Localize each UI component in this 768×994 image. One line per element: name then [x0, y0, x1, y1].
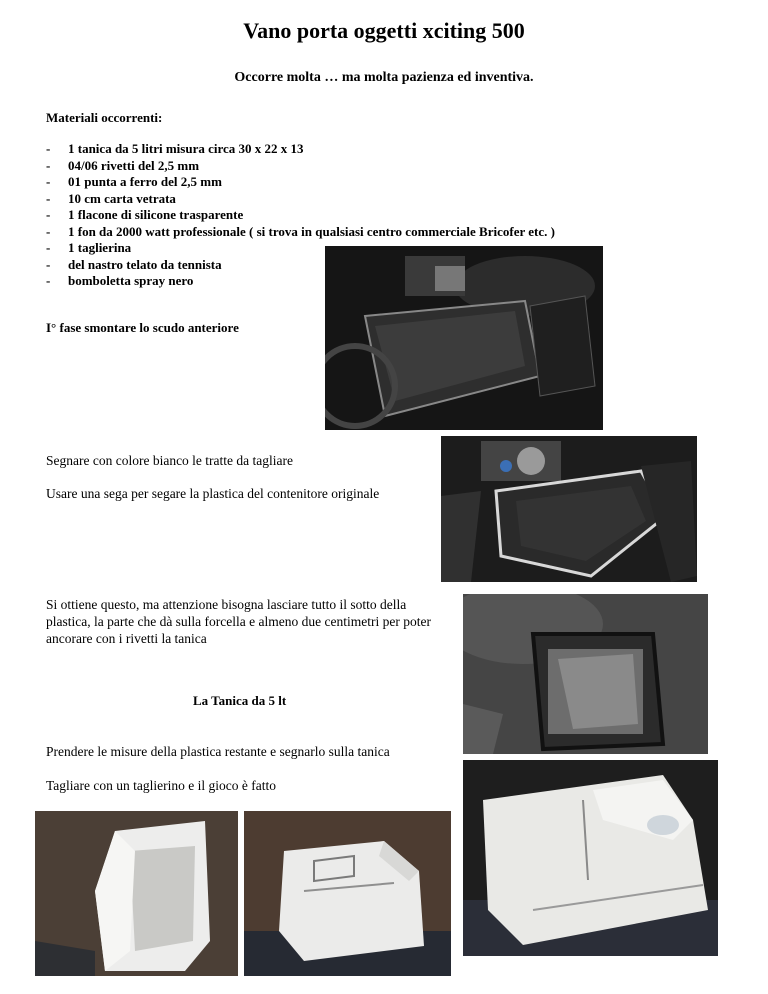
list-item: - del nastro telato da tennista	[46, 257, 555, 274]
page-subtitle: Occorre molta … ma molta pazienza ed inventiva.	[234, 70, 534, 85]
list-item: - 1 flacone di silicone trasparente	[46, 207, 555, 224]
phase-one-heading: I° fase smontare lo scudo anteriore	[46, 320, 239, 335]
list-item: - 10 cm carta vetrata	[46, 191, 555, 208]
photo-cut-marks	[441, 436, 697, 582]
list-item: - 01 punta a ferro del 2,5 mm	[46, 174, 555, 191]
photo-tank-side	[463, 760, 718, 956]
list-item: - bomboletta spray nero	[46, 273, 555, 290]
tank-heading: La Tanica da 5 lt	[193, 693, 287, 708]
materials-heading: Materiali occorrenti:	[46, 110, 163, 125]
list-item: - 1 fon da 2000 watt professionale ( si trova in qualsiasi centro commerciale Bricofer etc. )	[46, 224, 555, 241]
photo-shield-removed	[325, 246, 603, 430]
step-result-text: Si ottiene questo, ma attenzione bisogna lasciare tutto il sotto della plastica, la parte che dà sulla forcella e almeno due centimetri per poter ancorare con i rivetti la tanica	[46, 597, 431, 646]
step-measure-text: Prendere le misure della plastica restante e segnarlo sulla tanica	[46, 744, 390, 759]
list-item: - 1 taglierina	[46, 240, 555, 257]
step-saw-text: Usare una sega per segare la plastica del contenitore originale	[46, 486, 380, 501]
page-title: Vano porta oggetti xciting 500	[243, 18, 525, 43]
step-cut-text: Tagliare con un taglierino e il gioco è fatto	[46, 778, 276, 793]
photo-tank-marked	[244, 811, 451, 976]
photo-tank-open	[35, 811, 238, 976]
list-item: - 1 tanica da 5 litri misura circa 30 x 22 x 13	[46, 141, 555, 158]
step-mark-text: Segnare con colore bianco le tratte da tagliare	[46, 453, 294, 468]
list-item: - 04/06 rivetti del 2,5 mm	[46, 158, 555, 175]
photo-result-opening	[463, 594, 708, 754]
